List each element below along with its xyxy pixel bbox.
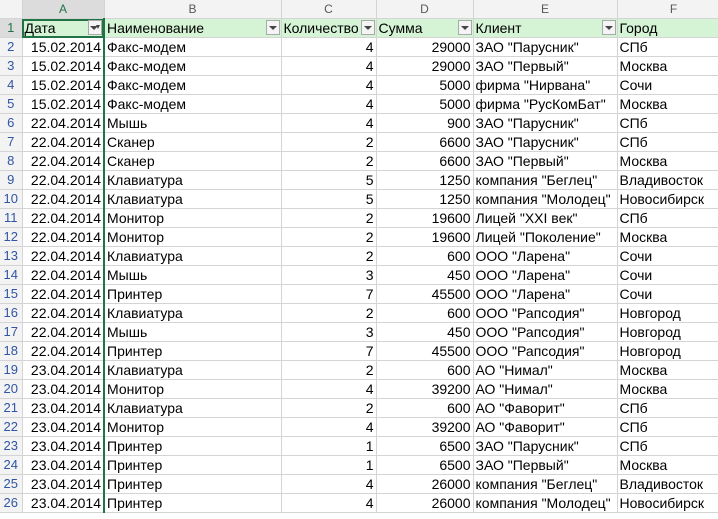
- cell-date[interactable]: 22.04.2014: [22, 152, 104, 171]
- cell-date[interactable]: 23.04.2014: [22, 418, 104, 437]
- cell-date[interactable]: 23.04.2014: [22, 380, 104, 399]
- select-all-corner[interactable]: [0, 0, 22, 19]
- cell-quantity[interactable]: 3: [281, 323, 376, 342]
- cell-name[interactable]: Мышь: [104, 323, 281, 342]
- row-number[interactable]: 8: [0, 152, 22, 171]
- row-number[interactable]: 25: [0, 475, 22, 494]
- row-number[interactable]: 17: [0, 323, 22, 342]
- row-number[interactable]: 6: [0, 114, 22, 133]
- cell-name[interactable]: Принтер: [104, 494, 281, 513]
- cell-date[interactable]: 23.04.2014: [22, 361, 104, 380]
- cell-name[interactable]: Факс-модем: [104, 95, 281, 114]
- cell-name[interactable]: Факс-модем: [104, 38, 281, 57]
- table-row: [0, 323, 718, 342]
- table-row: [0, 171, 718, 190]
- cell-client[interactable]: ООО "Рапсодия": [473, 323, 617, 342]
- header-cell-sum[interactable]: [376, 19, 473, 38]
- header-cell-quantity[interactable]: [281, 19, 376, 38]
- row-number[interactable]: 4: [0, 76, 22, 95]
- cell-client[interactable]: ЗАО "Парусник": [473, 114, 617, 133]
- cell-city[interactable]: Владивосток: [617, 171, 718, 190]
- cell-quantity[interactable]: 2: [281, 209, 376, 228]
- table-row: [0, 266, 718, 285]
- row-number[interactable]: 18: [0, 342, 22, 361]
- cell-client[interactable]: ООО "Ларена": [473, 247, 617, 266]
- table-row: [0, 304, 718, 323]
- cell-sum[interactable]: 1250: [376, 171, 473, 190]
- cell-date[interactable]: 23.04.2014: [22, 399, 104, 418]
- cell-name[interactable]: Клавиатура: [104, 399, 281, 418]
- cell-city[interactable]: Москва: [617, 456, 718, 475]
- cell-client[interactable]: АО "Нимал": [473, 361, 617, 380]
- filter-active-icon[interactable]: [88, 20, 102, 35]
- cell-sum[interactable]: 39200: [376, 380, 473, 399]
- cell-name[interactable]: Сканер: [104, 152, 281, 171]
- cell-sum[interactable]: 450: [376, 266, 473, 285]
- cell-client[interactable]: компания "Беглец": [473, 475, 617, 494]
- header-cell-city[interactable]: [617, 19, 718, 38]
- cell-date[interactable]: 23.04.2014: [22, 475, 104, 494]
- cell-city[interactable]: СПб: [617, 209, 718, 228]
- row-number[interactable]: 12: [0, 228, 22, 247]
- row-number[interactable]: 19: [0, 361, 22, 380]
- table-row: [0, 285, 718, 304]
- cell-sum[interactable]: 29000: [376, 38, 473, 57]
- cell-client[interactable]: Лицей "Поколение": [473, 228, 617, 247]
- cell-date[interactable]: 15.02.2014: [22, 76, 104, 95]
- cell-name[interactable]: Монитор: [104, 418, 281, 437]
- cell-sum[interactable]: 26000: [376, 494, 473, 513]
- cell-date[interactable]: 23.04.2014: [22, 437, 104, 456]
- cell-date[interactable]: 23.04.2014: [22, 494, 104, 513]
- column-header-f[interactable]: F: [617, 0, 718, 19]
- cell-name[interactable]: Принтер: [104, 475, 281, 494]
- cell-city[interactable]: СПб: [617, 437, 718, 456]
- cell-client[interactable]: ООО "Ларена": [473, 285, 617, 304]
- cell-client[interactable]: АО "Фаворит": [473, 399, 617, 418]
- cell-name[interactable]: Факс-модем: [104, 76, 281, 95]
- cell-name[interactable]: Клавиатура: [104, 171, 281, 190]
- cell-sum[interactable]: 450: [376, 323, 473, 342]
- cell-client[interactable]: ЗАО "Первый": [473, 456, 617, 475]
- table-row: [0, 437, 718, 456]
- row-number[interactable]: 16: [0, 304, 22, 323]
- cell-date[interactable]: 22.04.2014: [22, 247, 104, 266]
- cell-quantity[interactable]: 4: [281, 475, 376, 494]
- cell-name[interactable]: Клавиатура: [104, 361, 281, 380]
- cell-quantity[interactable]: 4: [281, 114, 376, 133]
- header-cell-name[interactable]: [104, 19, 281, 38]
- cell-date[interactable]: 22.04.2014: [22, 190, 104, 209]
- cell-city[interactable]: СПб: [617, 418, 718, 437]
- cell-date[interactable]: 22.04.2014: [22, 323, 104, 342]
- cell-quantity[interactable]: 5: [281, 190, 376, 209]
- row-number[interactable]: 3: [0, 57, 22, 76]
- cell-city[interactable]: СПб: [617, 38, 718, 57]
- row-number[interactable]: 9: [0, 171, 22, 190]
- cell-city[interactable]: Сочи: [617, 266, 718, 285]
- dropdown-icon[interactable]: [602, 20, 616, 35]
- row-number[interactable]: 13: [0, 247, 22, 266]
- table-header-row: [0, 19, 718, 38]
- row-number[interactable]: 14: [0, 266, 22, 285]
- dropdown-icon[interactable]: [458, 20, 472, 35]
- row-number[interactable]: 5: [0, 95, 22, 114]
- header-cell-client[interactable]: [473, 19, 617, 38]
- cell-client[interactable]: ООО "Рапсодия": [473, 342, 617, 361]
- cell-sum[interactable]: 6600: [376, 133, 473, 152]
- cell-quantity[interactable]: 2: [281, 228, 376, 247]
- cell-client[interactable]: ЗАО "Парусник": [473, 437, 617, 456]
- cell-client[interactable]: ЗАО "Парусник": [473, 133, 617, 152]
- cell-quantity[interactable]: 2: [281, 152, 376, 171]
- cell-date[interactable]: 22.04.2014: [22, 133, 104, 152]
- cell-quantity[interactable]: 4: [281, 494, 376, 513]
- header-label: Дата: [24, 20, 56, 36]
- table-row: [0, 38, 718, 57]
- header-label: Сумма: [378, 20, 423, 36]
- cell-client[interactable]: компания "Молодец": [473, 190, 617, 209]
- table-row: [0, 475, 718, 494]
- cell-city[interactable]: Владивосток: [617, 475, 718, 494]
- cell-quantity[interactable]: 3: [281, 266, 376, 285]
- table-row: [0, 342, 718, 361]
- table-row: [0, 380, 718, 399]
- cell-date[interactable]: 22.04.2014: [22, 342, 104, 361]
- header-label: Наименование: [107, 20, 205, 36]
- cell-client[interactable]: ООО "Ларена": [473, 266, 617, 285]
- table-row: [0, 228, 718, 247]
- cell-name[interactable]: Принтер: [104, 456, 281, 475]
- cell-client[interactable]: АО "Нимал": [473, 380, 617, 399]
- cell-sum[interactable]: 600: [376, 361, 473, 380]
- cell-quantity[interactable]: 4: [281, 418, 376, 437]
- cell-date[interactable]: 15.02.2014: [22, 95, 104, 114]
- row-number[interactable]: 7: [0, 133, 22, 152]
- cell-quantity[interactable]: 4: [281, 38, 376, 57]
- cell-name[interactable]: Принтер: [104, 437, 281, 456]
- cell-sum[interactable]: 19600: [376, 209, 473, 228]
- cell-city[interactable]: Сочи: [617, 76, 718, 95]
- cell-date[interactable]: 22.04.2014: [22, 114, 104, 133]
- row-number[interactable]: 21: [0, 399, 22, 418]
- header-label: Клиент: [475, 20, 522, 36]
- cell-quantity[interactable]: 7: [281, 342, 376, 361]
- cell-name[interactable]: Принтер: [104, 285, 281, 304]
- cell-sum[interactable]: 600: [376, 304, 473, 323]
- cell-date[interactable]: 22.04.2014: [22, 266, 104, 285]
- cell-client[interactable]: АО "Фаворит": [473, 418, 617, 437]
- table-row: [0, 190, 718, 209]
- column-header-c[interactable]: C: [281, 0, 376, 19]
- cell-city[interactable]: Москва: [617, 228, 718, 247]
- cell-quantity[interactable]: 1: [281, 456, 376, 475]
- cell-city[interactable]: Москва: [617, 95, 718, 114]
- row-number[interactable]: 26: [0, 494, 22, 513]
- cell-sum[interactable]: 6500: [376, 456, 473, 475]
- cell-city[interactable]: СПб: [617, 399, 718, 418]
- row-number[interactable]: 20: [0, 380, 22, 399]
- row-number[interactable]: 24: [0, 456, 22, 475]
- cell-city[interactable]: Москва: [617, 57, 718, 76]
- cell-sum[interactable]: 29000: [376, 57, 473, 76]
- cell-client[interactable]: Лицей "XXI век": [473, 209, 617, 228]
- row-number[interactable]: 22: [0, 418, 22, 437]
- cell-sum[interactable]: 5000: [376, 95, 473, 114]
- table-row: [0, 494, 718, 513]
- cell-name[interactable]: Клавиатура: [104, 190, 281, 209]
- cell-sum[interactable]: 45500: [376, 285, 473, 304]
- cell-quantity[interactable]: 4: [281, 57, 376, 76]
- cell-quantity[interactable]: 1: [281, 437, 376, 456]
- cell-quantity[interactable]: 2: [281, 361, 376, 380]
- cell-name[interactable]: Монитор: [104, 228, 281, 247]
- cell-quantity[interactable]: 2: [281, 399, 376, 418]
- dropdown-icon[interactable]: [361, 20, 375, 35]
- cell-name[interactable]: Клавиатура: [104, 304, 281, 323]
- cell-quantity[interactable]: 4: [281, 380, 376, 399]
- cell-quantity[interactable]: 2: [281, 304, 376, 323]
- cell-sum[interactable]: 5000: [376, 76, 473, 95]
- table-row: [0, 456, 718, 475]
- cell-quantity[interactable]: 4: [281, 95, 376, 114]
- cell-sum[interactable]: 1250: [376, 190, 473, 209]
- cell-client[interactable]: компания "Молодец": [473, 494, 617, 513]
- cell-client[interactable]: ЗАО "Первый": [473, 152, 617, 171]
- cell-date[interactable]: 22.04.2014: [22, 228, 104, 247]
- cell-city[interactable]: Москва: [617, 361, 718, 380]
- row-number[interactable]: 15: [0, 285, 22, 304]
- row-number[interactable]: 23: [0, 437, 22, 456]
- cell-city[interactable]: Москва: [617, 152, 718, 171]
- cell-name[interactable]: Сканер: [104, 133, 281, 152]
- cell-client[interactable]: фирма "Нирвана": [473, 76, 617, 95]
- cell-sum[interactable]: 39200: [376, 418, 473, 437]
- cell-date[interactable]: 22.04.2014: [22, 171, 104, 190]
- cell-name[interactable]: Принтер: [104, 342, 281, 361]
- table-row: [0, 418, 718, 437]
- cell-sum[interactable]: 6500: [376, 437, 473, 456]
- cell-name[interactable]: Мышь: [104, 114, 281, 133]
- header-label: Количество: [283, 20, 359, 36]
- cell-client[interactable]: ЗАО "Парусник": [473, 38, 617, 57]
- cell-client[interactable]: фирма "РусКомБат": [473, 95, 617, 114]
- table-row: [0, 209, 718, 228]
- cell-sum[interactable]: 600: [376, 399, 473, 418]
- table-row: [0, 133, 718, 152]
- cell-date[interactable]: 22.04.2014: [22, 304, 104, 323]
- table-row: [0, 361, 718, 380]
- dropdown-icon[interactable]: [266, 20, 280, 35]
- cell-quantity[interactable]: 2: [281, 133, 376, 152]
- column-header-d[interactable]: D: [376, 0, 473, 19]
- table-row: [0, 95, 718, 114]
- cell-city[interactable]: Сочи: [617, 247, 718, 266]
- row-number[interactable]: 11: [0, 209, 22, 228]
- cell-sum[interactable]: 19600: [376, 228, 473, 247]
- cell-name[interactable]: Факс-модем: [104, 57, 281, 76]
- cell-name[interactable]: Монитор: [104, 380, 281, 399]
- column-header-row: [0, 0, 718, 19]
- cell-sum[interactable]: 26000: [376, 475, 473, 494]
- column-header-b[interactable]: B: [104, 0, 281, 19]
- cell-sum[interactable]: 600: [376, 247, 473, 266]
- cell-date[interactable]: 15.02.2014: [22, 38, 104, 57]
- row-number[interactable]: 1: [0, 19, 22, 38]
- column-header-a[interactable]: A: [22, 0, 104, 19]
- table-row: [0, 247, 718, 266]
- cell-name[interactable]: Мышь: [104, 266, 281, 285]
- cell-city[interactable]: Новгород: [617, 304, 718, 323]
- cell-name[interactable]: Монитор: [104, 209, 281, 228]
- table-row: [0, 76, 718, 95]
- cell-client[interactable]: компания "Беглец": [473, 171, 617, 190]
- header-label: Город: [619, 20, 658, 36]
- cell-city[interactable]: Сочи: [617, 285, 718, 304]
- header-cell-date[interactable]: [22, 19, 104, 38]
- table-row: [0, 399, 718, 418]
- cell-sum[interactable]: 6600: [376, 152, 473, 171]
- cell-city[interactable]: СПб: [617, 133, 718, 152]
- row-number[interactable]: 2: [0, 38, 22, 57]
- row-number[interactable]: 10: [0, 190, 22, 209]
- cell-quantity[interactable]: 4: [281, 76, 376, 95]
- cell-quantity[interactable]: 2: [281, 247, 376, 266]
- cell-city[interactable]: Новгород: [617, 323, 718, 342]
- cell-quantity[interactable]: 7: [281, 285, 376, 304]
- cell-client[interactable]: ЗАО "Первый": [473, 57, 617, 76]
- cell-date[interactable]: 15.02.2014: [22, 57, 104, 76]
- cell-quantity[interactable]: 5: [281, 171, 376, 190]
- cell-date[interactable]: 22.04.2014: [22, 285, 104, 304]
- cell-city[interactable]: Москва: [617, 380, 718, 399]
- cell-date[interactable]: 23.04.2014: [22, 456, 104, 475]
- cell-sum[interactable]: 45500: [376, 342, 473, 361]
- cell-city[interactable]: Новосибирск: [617, 190, 718, 209]
- table-row: [0, 114, 718, 133]
- cell-city[interactable]: Новгород: [617, 342, 718, 361]
- cell-sum[interactable]: 900: [376, 114, 473, 133]
- cell-city[interactable]: СПб: [617, 114, 718, 133]
- table-row: [0, 57, 718, 76]
- table-row: [0, 152, 718, 171]
- cell-date[interactable]: 22.04.2014: [22, 209, 104, 228]
- cell-name[interactable]: Клавиатура: [104, 247, 281, 266]
- column-header-e[interactable]: E: [473, 0, 617, 19]
- cell-city[interactable]: Новосибирск: [617, 494, 718, 513]
- cell-client[interactable]: ООО "Рапсодия": [473, 304, 617, 323]
